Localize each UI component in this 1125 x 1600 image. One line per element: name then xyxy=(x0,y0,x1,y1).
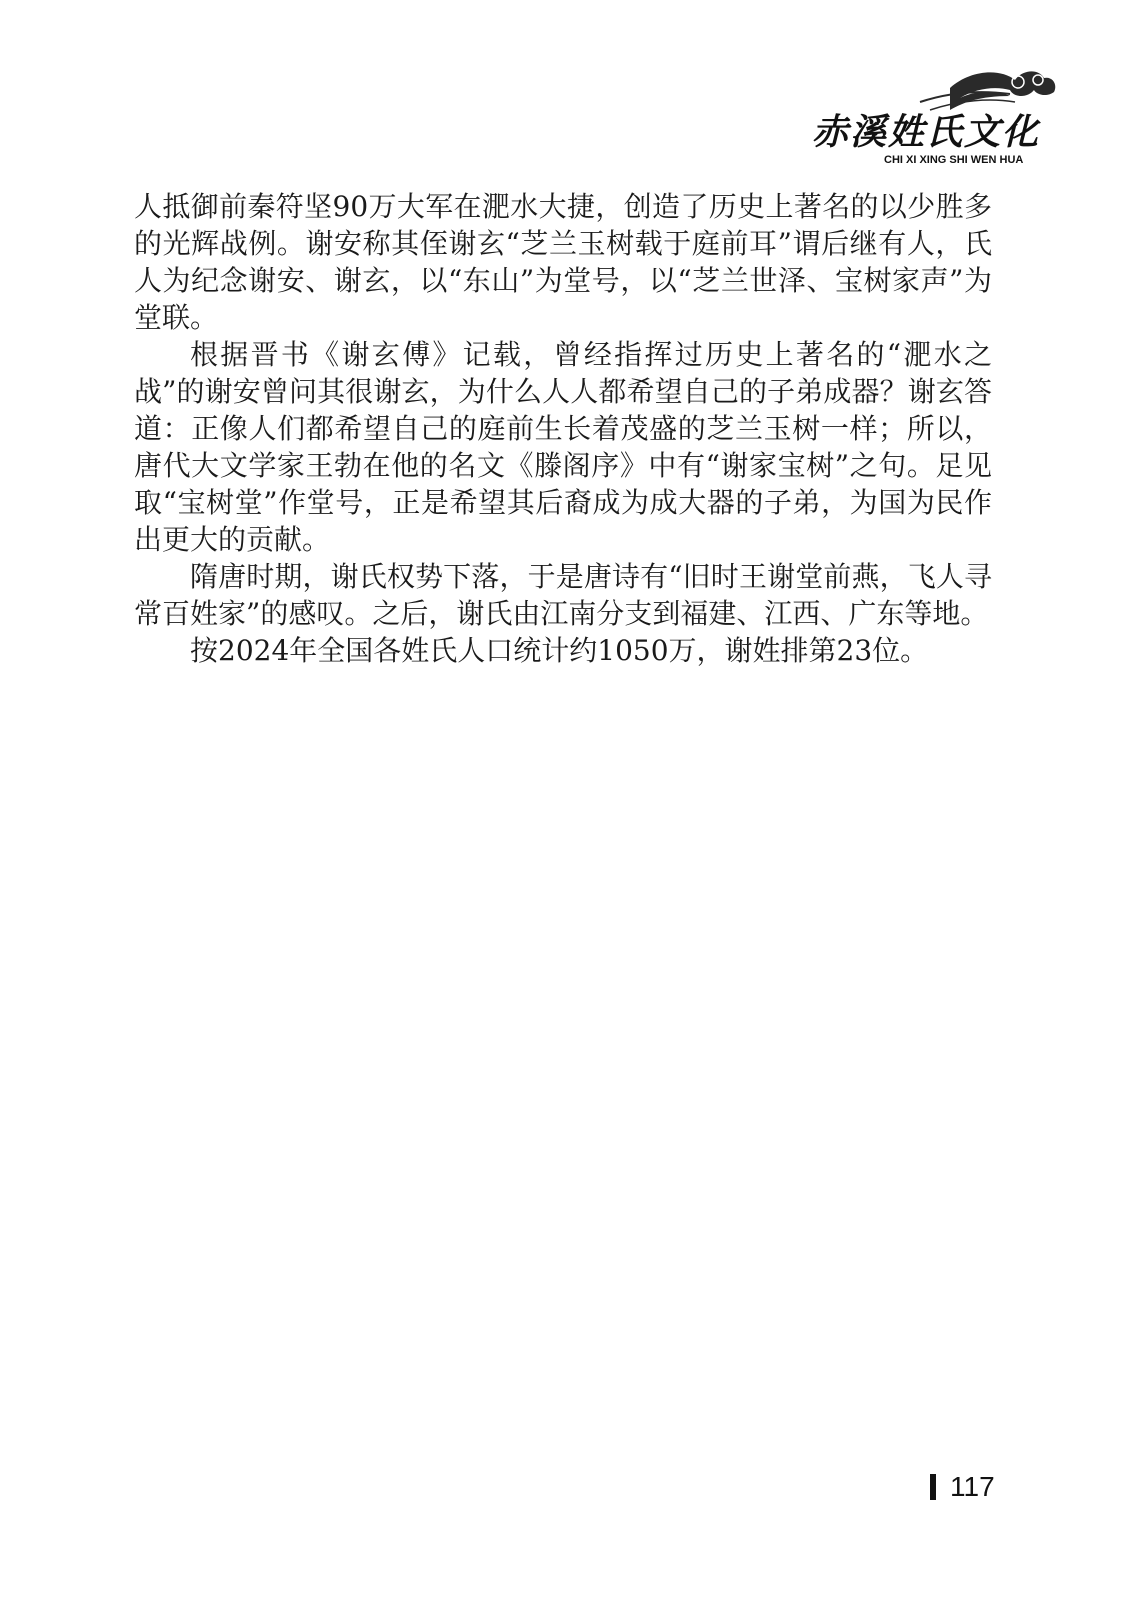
page-footer xyxy=(930,1470,995,1504)
header-subtitle: CHI XI XING SHI WEN HUA xyxy=(884,154,1024,166)
header-title: 赤溪姓氏文化 xyxy=(812,111,1041,153)
paragraph-3: 隋唐时期，谢氏权势下落，于是唐诗有“旧时王谢堂前燕，飞人寻常百姓家”的感叹。之后，谢氏由江南分支到福建、江西、广东等地。 xyxy=(134,560,992,630)
page-number: 117 xyxy=(950,1471,995,1502)
paragraph-4: 按2024年全国各姓氏人口统计约1050万，谢姓排第23位。 xyxy=(190,634,929,667)
body-text xyxy=(134,188,992,669)
page-number-bar xyxy=(930,1474,936,1500)
paragraph-1: 人抵御前秦符坚90万大军在淝水大捷，创造了历史上著名的以少胜多的光辉战例。谢安称其侄谢玄“芝兰玉树载于庭前耳”谓后继有人，氏人为纪念谢安、谢玄，以“东山”为堂号，以“芝兰世泽、宝树家声”为堂联。 xyxy=(134,190,992,334)
running-header xyxy=(800,40,1060,166)
paragraph-2: 根据晋书《谢玄傅》记载，曾经指挥过历史上著名的“淝水之战”的谢安曾问其很谢玄，为什么人人都希望自己的子弟成器？谢玄答道：正像人们都希望自己的庭前生长着茂盛的芝兰玉树一样；所以，唐代大文学家王勃在他的名文《滕阁序》中有“谢家宝树”之句。足见取“宝树堂”作堂号，正是希望其后裔成为成大器的子弟，为国为民作出更大的贡献。 xyxy=(134,338,992,556)
